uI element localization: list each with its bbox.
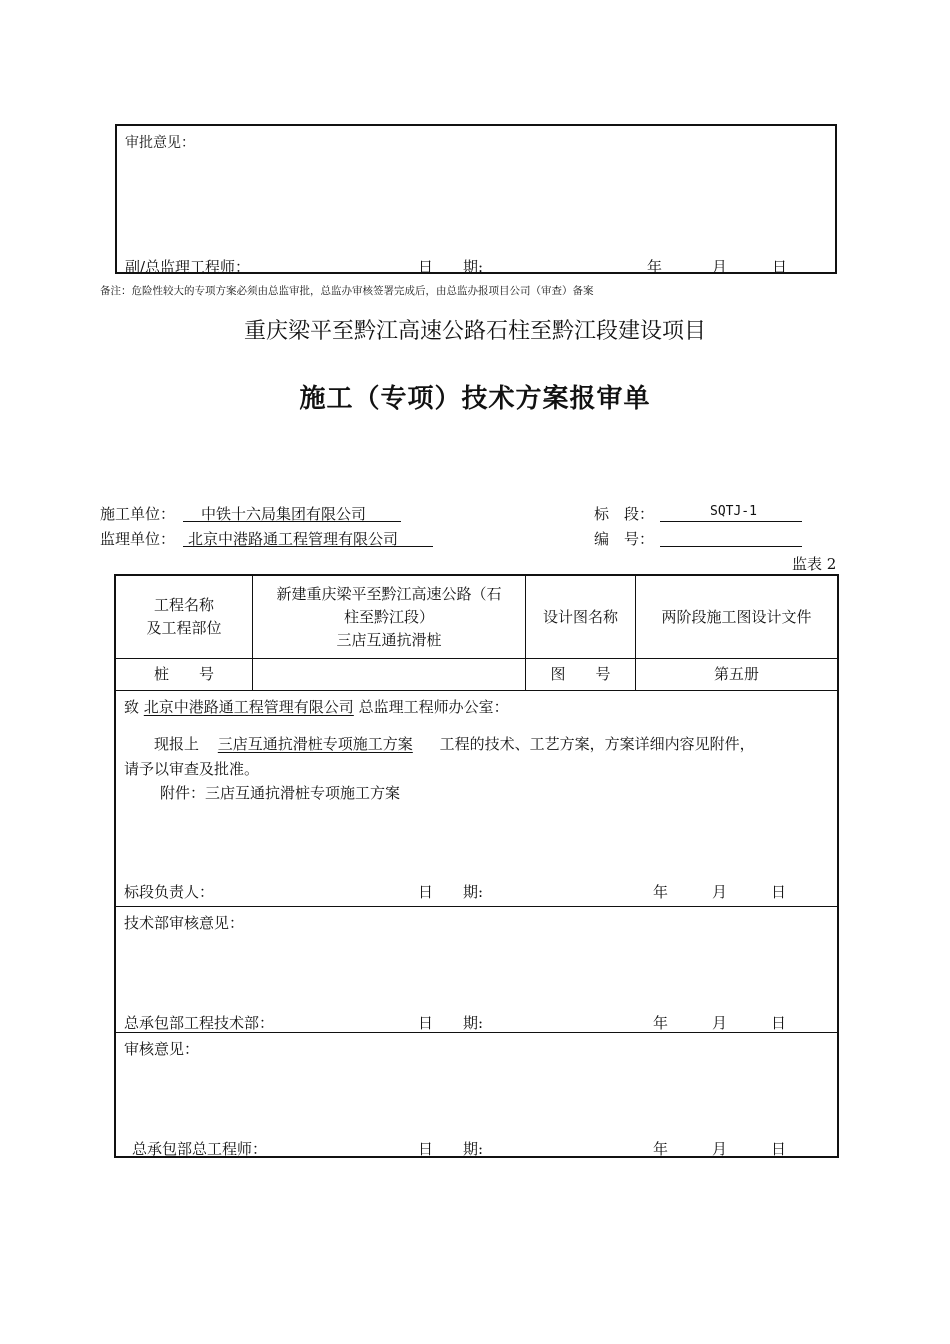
to-suffix: 总监理工程师办公室： <box>358 698 509 716</box>
drawing-name-label-cell <box>526 576 635 658</box>
request-line: 请予以审查及批准。 <box>124 760 260 778</box>
contractor-value: 中铁十六局集团有限公司 <box>201 505 367 523</box>
drawing-no-label-cell <box>526 659 635 690</box>
supervisor-label: 监理单位： <box>100 530 176 548</box>
chief-review-opinion-label: 审核意见： <box>124 1040 200 1058</box>
drawing-name-value-cell <box>636 576 837 658</box>
tech-review-month-label: 月 <box>712 1014 728 1032</box>
report-item: 三店互通抗滑桩专项施工方案 <box>217 735 413 753</box>
submission-day-label: 日 <box>771 883 787 901</box>
submission-to-line <box>124 696 509 717</box>
remark-note: 备注：危险性较大的专项方案必须由总监审批，总监办审核签署完成后，由总监办报项目公司（审查）备案 <box>100 285 594 297</box>
project-name-label-line2: 及工程部位 <box>146 619 222 637</box>
drawing-name-value: 两阶段施工图设计文件 <box>661 607 812 626</box>
contractor-field <box>183 503 401 522</box>
to-prefix: 致 <box>124 698 140 716</box>
project-name-value-line3: 三店互通抗滑桩 <box>336 630 442 649</box>
project-name-value-cell <box>253 576 525 658</box>
section-value: SQTJ-1 <box>710 504 757 519</box>
contractor-label: 施工单位： <box>100 505 176 523</box>
section-label: 标 段： <box>594 505 655 523</box>
tech-review-opinion-label: 技术部审核意见： <box>124 914 245 932</box>
tech-review-day-label: 日 <box>771 1014 787 1032</box>
submission-signer-label: 标段负责人： <box>124 883 215 901</box>
table-rule <box>116 906 837 907</box>
submission-month-label: 月 <box>712 883 728 901</box>
report-line <box>154 733 755 754</box>
report-prefix: 现报上 <box>154 735 200 753</box>
table-rule <box>116 690 837 691</box>
form-code: 监表 2 <box>792 555 837 573</box>
drawing-name-label: 设计图名称 <box>542 607 618 626</box>
tech-review-date-label: 日 期: <box>418 1014 484 1032</box>
pile-no-label-cell <box>116 659 252 690</box>
project-title: 重庆梁平至黔江高速公路石柱至黔江段建设项目 <box>243 319 706 344</box>
project-name-label-line1: 工程名称 <box>153 596 214 614</box>
chief-review-date-label: 日 期: <box>418 1140 484 1158</box>
attachment-line: 附件：三店互通抗滑桩专项施工方案 <box>160 784 401 802</box>
supervisor-value: 北京中港路通工程管理有限公司 <box>188 530 399 548</box>
chief-review-day-label: 日 <box>771 1140 787 1158</box>
project-name-value-line1: 新建重庆梁平至黔江高速公路（石 <box>276 584 502 603</box>
pile-no-value-cell <box>253 659 525 690</box>
drawing-no-value: 第五册 <box>713 665 759 683</box>
drawing-no-label: 图 号 <box>550 665 611 683</box>
to-company: 北京中港路通工程管理有限公司 <box>143 698 354 716</box>
drawing-no-value-cell <box>636 659 837 690</box>
approval-opinion-label: 审批意见： <box>125 135 195 151</box>
project-name-value-line2: 柱至黔江段） <box>343 607 434 626</box>
tech-review-year-label: 年 <box>653 1014 669 1032</box>
submission-year-label: 年 <box>653 883 669 901</box>
submission-date-label: 日 期: <box>418 883 484 901</box>
approval-month-label: 月 <box>712 258 728 276</box>
pile-no-label: 桩 号 <box>153 665 214 683</box>
report-suffix: 工程的技术、工艺方案，方案详细内容见附件， <box>439 735 755 753</box>
chief-review-signer-label: 总承包部总工程师： <box>132 1140 268 1158</box>
approval-signer-label: 副/总监理工程师： <box>125 258 251 276</box>
project-name-label-cell <box>116 576 252 658</box>
chief-review-year-label: 年 <box>653 1140 669 1158</box>
supervisor-field <box>183 528 433 547</box>
section-field <box>660 503 802 522</box>
number-label: 编 号： <box>594 530 655 548</box>
number-field <box>660 528 802 547</box>
approval-year-label: 年 <box>647 258 663 276</box>
form-title: 施工（专项）技术方案报审单 <box>299 384 651 414</box>
tech-review-signer-label: 总承包部工程技术部： <box>124 1014 275 1032</box>
chief-review-month-label: 月 <box>712 1140 728 1158</box>
approval-box <box>115 124 837 274</box>
approval-day-label: 日 <box>772 258 788 276</box>
main-table <box>114 574 839 1158</box>
approval-date-label: 日 期: <box>418 258 484 276</box>
